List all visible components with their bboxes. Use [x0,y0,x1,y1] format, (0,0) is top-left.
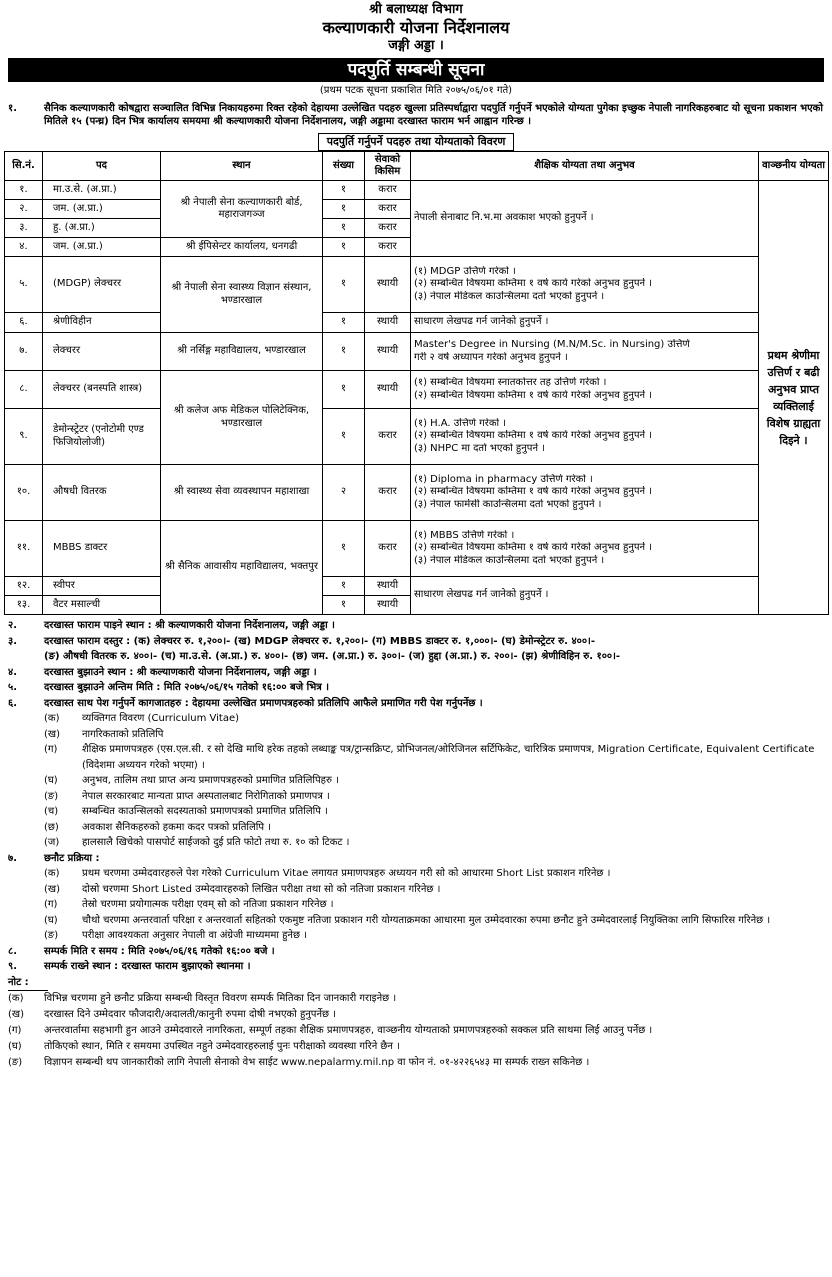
sub-item-text: शैक्षिक प्रमाणपत्रहरु (एस.एल.सी. र सो देखि माथि हरेक तहको लब्धाङ्क पत्र/ट्रान्सक्रिप्ट, प्रोभिजनल/ओरिजिनल सर्टिफिकेट, चारित्रिक प्रमाणपत्र, Migration Certificate, Equivalent Certificate (विदेशमा अध्ययन गरेको भएमा) । [82,744,815,771]
row-sn: २. [5,200,43,219]
table-row [5,313,829,333]
row-qualification [411,409,759,465]
item-submit-place [8,665,824,681]
row-sn: ७. [5,333,43,371]
qualification-line: (१) H.A. उत्तिर्ण गरेको । [414,417,507,429]
table-row [5,181,829,200]
note-letter: (ङ) [8,1056,23,1068]
row-type: स्थायी [365,257,411,313]
item-text: दरखास्त बुझाउने अन्तिम मिति : मिति २०७५/०६/१५ गतेको १६:०० बजे भित्र । [44,682,330,694]
row-count: १ [323,521,365,577]
row-post: हु. (अ.प्रा.) [43,219,161,238]
note-text: विज्ञापन सम्बन्धी थप जानकारीको लागि नेपाली सेनाको वेभ साईट www.nepalarmy.mil.np वा फोन नं. ०१-४२२६५४३ मा सम्पर्क राख्न सकिनेछ । [44,1056,590,1068]
sub-item-text: दोस्रो चरणमा Short Listed उम्मेदवारहरुको लिखित परीक्षा तथा सो को नतिजा प्रकाशन गरिनेछ । [82,883,441,895]
row-count: १ [323,219,365,238]
row-count: १ [323,200,365,219]
sub-item [8,928,824,944]
sub-item-text: तेस्रो चरणमा प्रयोगात्मक परीक्षा एवम् सो को नतिजा प्रकाशन गरिनेछ । [82,899,334,911]
sub-item-letter: (ख) [44,728,60,740]
sub-item-letter: (च) [44,806,59,818]
row-count: १ [323,238,365,257]
department-name: श्री बलाध्यक्ष विभाग [369,2,463,17]
sub-item-letter: (छ) [44,821,59,833]
sub-item [8,773,824,789]
row-post: लेक्चरर (बनस्पति शास्त्र) [43,371,161,409]
note-item [8,1055,824,1071]
row-sn: ९. [5,409,43,465]
sub-item-text: अवकाश सैनिकहरुको हकमा कदर पत्रको प्रतिलिपि । [82,821,272,833]
row-sn: १२. [5,577,43,596]
header-post: पद [43,152,161,181]
note-letter: (घ) [8,1040,22,1052]
row-qualification: साधारण लेखपढ गर्न जानेको हुनुपर्ने । [411,313,759,333]
row-count: १ [323,577,365,596]
row-post: जम. (अ.प्रा.) [43,200,161,219]
sub-item-letter: (ङ) [44,930,59,942]
sub-item [8,835,824,851]
row-type: करार [365,409,411,465]
location-name: जङ्गी अड्डा । [388,38,444,53]
item-text: दरखास्त फाराम पाइने स्थान : श्री कल्याणकारी योजना निर्देशनालय, जङ्गी अड्डा । [44,620,335,632]
row-sn: ४. [5,238,43,257]
note-item [8,1039,824,1055]
row-sn: ६. [5,313,43,333]
row-count: १ [323,409,365,465]
row-type: स्थायी [365,371,411,409]
desirable-qualification: प्रथम श्रेणीमा उत्तिर्ण र बढी अनुभव प्राप्त व्यक्तिलाई विशेष ग्राह्यता दिइने । [759,181,829,615]
sub-item-letter: (ख) [44,883,60,895]
row-count: १ [323,596,365,615]
note-item [8,1007,824,1023]
header-sn: सि.नं. [5,152,43,181]
qualification-line: Master's Degree in Nursing (M.N/M.Sc. in Nursing) उत्तिर्ण [414,339,690,351]
qualification-line: (३) नेपाल मेडिकल काउन्सिलमा दर्ता भएको हुनुपर्ने । [414,555,605,567]
sub-item [8,866,824,882]
intro-paragraph [8,102,824,128]
notice-page [0,2,832,1277]
item-contact-date [8,944,824,960]
row-post: औषधी वितरक [43,465,161,521]
sub-item-text: हालसालै खिचेको पासपोर्ट साईजको दुई प्रति फोटो तथा रु. १० को टिकट । [82,837,350,849]
table-row [5,257,829,313]
header-count: संख्या [323,152,365,181]
note-letter: (क) [8,992,24,1004]
item-number: ५. [8,682,17,694]
notes-heading: नोट : [8,977,48,991]
sub-item-letter: (ङ) [44,790,59,802]
row-post: (MDGP) लेक्चरर [43,257,161,313]
row-type: करार [365,238,411,257]
note-letter: (ग) [8,1024,22,1036]
sub-item-letter: (ग) [44,899,58,911]
table-row [5,333,829,371]
sub-item-text: नेपाल सरकारबाट मान्यता प्राप्त अस्पतालबाट निरोगिताको प्रमाणपत्र । [82,790,330,802]
sub-item-letter: (घ) [44,775,58,787]
row-type: करार [365,181,411,200]
row-type: करार [365,219,411,238]
row-place: श्री सैनिक आवासीय महाविद्यालय, भक्तपुर [161,521,323,615]
qualification-line: (२) सम्बन्धित विषयमा कम्तिमा १ वर्ष कार्य गरेको अनुभव हुनुपर्ने । [414,430,653,442]
row-sn: ८. [5,371,43,409]
row-count: २ [323,465,365,521]
row-sn: ५. [5,257,43,313]
row-post: श्रेणीविहीन [43,313,161,333]
sub-item-text: अनुभव, तालिम तथा प्राप्त अन्य प्रमाणपत्रहरुको प्रमाणित प्रतिलिपिहरु । [82,775,339,787]
row-post: MBBS डाक्टर [43,521,161,577]
header-qualification: शैक्षिक योग्यता तथा अनुभव [411,152,759,181]
row-qualification [411,257,759,313]
qualification-line: (२) सम्बन्धित विषयमा कम्तिमा १ वर्ष कार्य गरेको अनुभव हुनुपर्ने । [414,542,653,554]
row-qualification [411,371,759,409]
row-qualification: नेपाली सेनाबाट नि.भ.मा अवकाश भएको हुनुपर्ने । [411,181,759,257]
note-item [8,991,824,1007]
row-count: १ [323,257,365,313]
item-contact-place [8,959,824,975]
sub-item-text: प्रथम चरणमा उम्मेदवारहरुले पेश गरेको Curriculum Vitae लगायत प्रमाणपत्रहरु अध्ययन गरी सो को आधारमा Short List प्रकाशन गरिनेछ । [82,868,611,880]
qualification-line: (३) NHPC मा दर्ता भएको हुनुपर्ने । [414,443,545,455]
row-sn: ३. [5,219,43,238]
row-type: करार [365,200,411,219]
row-qualification [411,521,759,577]
row-sn: १०. [5,465,43,521]
table-title [0,133,832,151]
sub-item [8,820,824,836]
row-qualification [411,465,759,521]
header-service-type: सेवाको किसिम [365,152,411,181]
table-row [5,465,829,521]
table-header-row [5,152,829,181]
qualification-line: (१) सम्बन्धित विषयमा स्नातकोत्तर तह उत्तिर्ण गरेको । [414,377,607,389]
qualification-line: (२) सम्बन्धित विषयमा कम्तिमा १ वर्ष कार्य गरेको अनुभव हुनुपर्ने । [414,389,653,401]
sub-item-text: परीक्षा आवश्यकता अनुसार नेपाली वा अंग्रेजी माध्यममा हुनेछ । [82,930,307,942]
row-type: स्थायी [365,596,411,615]
note-text: विभिन्न चरणमा हुने छनौट प्रक्रिया सम्बन्धी विस्तृत विवरण सम्पर्क मितिका दिन जानकारी गराइनेछ । [44,992,397,1004]
sub-item-text: सम्बन्धित काउन्सिलको सदस्यताको प्रमाणपत्रको प्रमाणित प्रतिलिपि । [82,806,328,818]
qualification-line: (२) सम्बन्धित विषयमा कम्तिमा १ वर्ष कार्य गरेको अनुभव हुनुपर्ने । [414,486,653,498]
sub-item-text: चौथो चरणमा अन्तरवार्ता परिक्षा र अन्तरवार्ता सहितको एकमुष्ट नतिजा प्रकाशन गरी योग्यताक्रमका आधारमा मुल उम्मेदवारका रुपमा छनौट हुने उम्मेदवारलाई नियुक्तिका लागि सिफारिस गरिनेछ । [82,914,771,926]
sub-item [8,882,824,898]
note-letter: (ख) [8,1008,24,1020]
header-place: स्थान [161,152,323,181]
qualification-line: (१) MDGP उत्तिर्ण गरेको । [414,265,516,277]
sub-item [8,789,824,805]
item-number: ३. [8,635,17,647]
item-text: दरखास्त बुझाउने स्थान : श्री कल्याणकारी योजना निर्देशनालय, जङ्गी अड्डा । [44,666,317,678]
row-qualification: साधारण लेखपढ गर्न जानेको हुनुपर्ने । [411,577,759,615]
note-text: दरखास्त दिने उम्मेदवार फौजदारी/अदालती/कानुनी रुपमा दोषी नभएको हुनुपर्नेछ । [44,1008,337,1020]
item-form-fee [8,634,824,665]
sub-item [8,804,824,820]
row-place: श्री नर्सिङ्ग महाविद्यालय, भण्डारखाल [161,333,323,371]
qualification-line: गरी २ वर्ष अध्यापन गरेको अनुभव हुनुपर्ने । [414,351,568,363]
table-row [5,409,829,465]
qualification-line: (२) सम्बन्धित विषयमा कम्तिमा १ वर्ष कार्य गरेको अनुभव हुनुपर्ने । [414,278,653,290]
row-count: १ [323,371,365,409]
row-type: स्थायी [365,333,411,371]
table-row [5,371,829,409]
item-text: दरखास्त फाराम दस्तुर : (क) लेक्चरर रु. १,२००।- (ख) MDGP लेक्चरर रु. १,२००।- (ग) MBBS डाक्टर रु. १,०००।- (घ) डेमोन्स्ट्रेटर रु. ४००।- [44,635,595,647]
item-text: सम्पर्क मिति र समय : मिति २०७५/०६/१६ गतेको १६:०० बजे । [44,945,275,957]
item-documents [8,696,824,712]
item-text: छनौट प्रक्रिया : [44,852,100,864]
note-text: अन्तरवार्तामा सहभागी हुन आउने उम्मेदवारले नागरिकता, सम्पूर्ण तहका शैक्षिक प्रमाणपत्रहरु, वाञ्छनीय योग्यताको प्रमाणपत्रहरुको सक्कल प्रति साथमा लिई आउनु पर्नेछ । [44,1024,653,1036]
sub-item-letter: (ग) [44,744,58,756]
item-number: ६. [8,697,17,709]
publication-date: (प्रथम पटक सूचना प्रकाशित मिति २०७५/०६/०१ गते) [319,85,513,96]
sub-item [8,742,824,773]
row-count: १ [323,333,365,371]
sub-item-letter: (क) [44,868,60,880]
item-text: (ङ) औषधी वितरक रु. ४००।- (च) मा.उ.से. (अ.प्रा.) रु. ४००।- (छ) जम. (अ.प्रा.) रु. ३००।- (ज) हुद्दा (अ.प्रा.) रु. २००।- (झ) श्रेणीविहिन रु. १००।- [44,651,621,663]
item-text: दरखास्त साथ पेश गर्नुपर्ने कागजातहरु : देहायमा उल्लेखित प्रमाणपत्रहरुको प्रतिलिपि आफैले प्रमाणित गरी पेश गर्नुपर्नेछ । [44,697,483,709]
sub-item [8,897,824,913]
table-row [5,577,829,596]
qualification-line: (१) MBBS उत्तिर्ण गरेको । [414,529,515,541]
row-post: स्वीपर [43,577,161,596]
notice-title-banner: पदपुर्ति सम्बन्धी सूचना [8,58,824,82]
qualification-line: (३) नेपाल फार्मेसी काउन्सिलमा दर्ता भएको हुनुपर्ने । [414,499,602,511]
row-place: श्री नेपाली सेना कल्याणकारी बोर्ड, महाराजगञ्ज [161,181,323,238]
intro-number: १. [8,103,17,114]
directorate-name: कल्याणकारी योजना निर्देशनालय [322,18,510,37]
sub-item-letter: (घ) [44,914,58,926]
qualification-line: (३) नेपाल मेडिकल काउन्सिलमा दर्ता भएको हुनुपर्ने । [414,291,605,303]
qualification-line: (१) Diploma in pharmacy उत्तिर्ण गरेको । [414,473,593,485]
item-form-place [8,618,824,634]
item-number: ८. [8,945,17,957]
row-type: स्थायी [365,577,411,596]
sub-item [8,913,824,929]
table-title-text: पदपुर्ति गर्नुपर्ने पदहरु तथा योग्यताको विवरण [318,133,515,151]
row-place: श्री कलेज अफ मेडिकल पोलिटेक्निक, भण्डारखाल [161,371,323,465]
instructions-section [8,618,824,1070]
row-post: मा.उ.से. (अ.प्रा.) [43,181,161,200]
sub-item-text: नागरिकताको प्रतिलिपि [82,728,164,740]
row-type: करार [365,465,411,521]
item-deadline [8,680,824,696]
item-number: २. [8,620,17,632]
table-row [5,521,829,577]
note-text: तोकिएको स्थान, मिति र समयमा उपस्थित नहुने उम्मेदवारहरुलाई पुनः परीक्षाको व्यवस्था गरिने छैन । [44,1040,400,1052]
row-post: वैटर मसाल्ची [43,596,161,615]
row-post: डेमोन्स्ट्रेटर (एनोटोमी एण्ड फिजियोलोजी) [43,409,161,465]
row-sn: ११. [5,521,43,577]
sub-item [8,711,824,727]
row-count: १ [323,181,365,200]
row-type: करार [365,521,411,577]
row-place: श्री स्वास्थ्य सेवा व्यवस्थापन महाशाखा [161,465,323,521]
row-count: १ [323,313,365,333]
row-sn: १३. [5,596,43,615]
row-post: जम. (अ.प्रा.) [43,238,161,257]
sub-item-letter: (ज) [44,837,60,849]
item-text: सम्पर्क राख्ने स्थान : दरखास्त फाराम बुझाएको स्थानमा । [44,961,251,973]
row-post: लेक्चरर [43,333,161,371]
row-qualification [411,333,759,371]
sub-item-text: व्यक्तिगत विवरण (Curriculum Vitae) [82,713,240,725]
row-place: श्री ईपिसेन्टर कार्यालय, धनगढी [161,238,323,257]
sub-item-letter: (क) [44,713,60,725]
item-selection-process [8,851,824,867]
row-sn: १. [5,181,43,200]
sub-item [8,727,824,743]
row-place: श्री नेपाली सेना स्वास्थ्य विज्ञान संस्थान, भण्डारखाल [161,257,323,333]
vacancy-table [4,151,829,615]
item-number: ४. [8,666,17,678]
intro-text: सैनिक कल्याणकारी कोषद्वारा सञ्चालित विभिन्न निकायहरुमा रिक्त रहेको देहायमा उल्लेखित पदहरु खुल्ला प्रतिस्पर्धाद्वारा पदपुर्ति गर्नुपर्ने भएकोले योग्यता पुगेका इच्छुक नेपाली नागरिकहरुबाट यो सूचना प्रकाशन भएको मितिले १५ (पन्ध्र) दिन भित्र कार्यालय समयमा श्री कल्याणकारी योजना निर्देशनालय, जङ्गी अड्डामा दरखास्त फाराम भर्न आह्वान गरिन्छ । [44,103,823,128]
note-item [8,1023,824,1039]
item-number: ७. [8,852,17,864]
header-desirable: वाञ्छनीय योग्यता [759,152,829,181]
row-type: स्थायी [365,313,411,333]
item-number: ९. [8,961,17,973]
